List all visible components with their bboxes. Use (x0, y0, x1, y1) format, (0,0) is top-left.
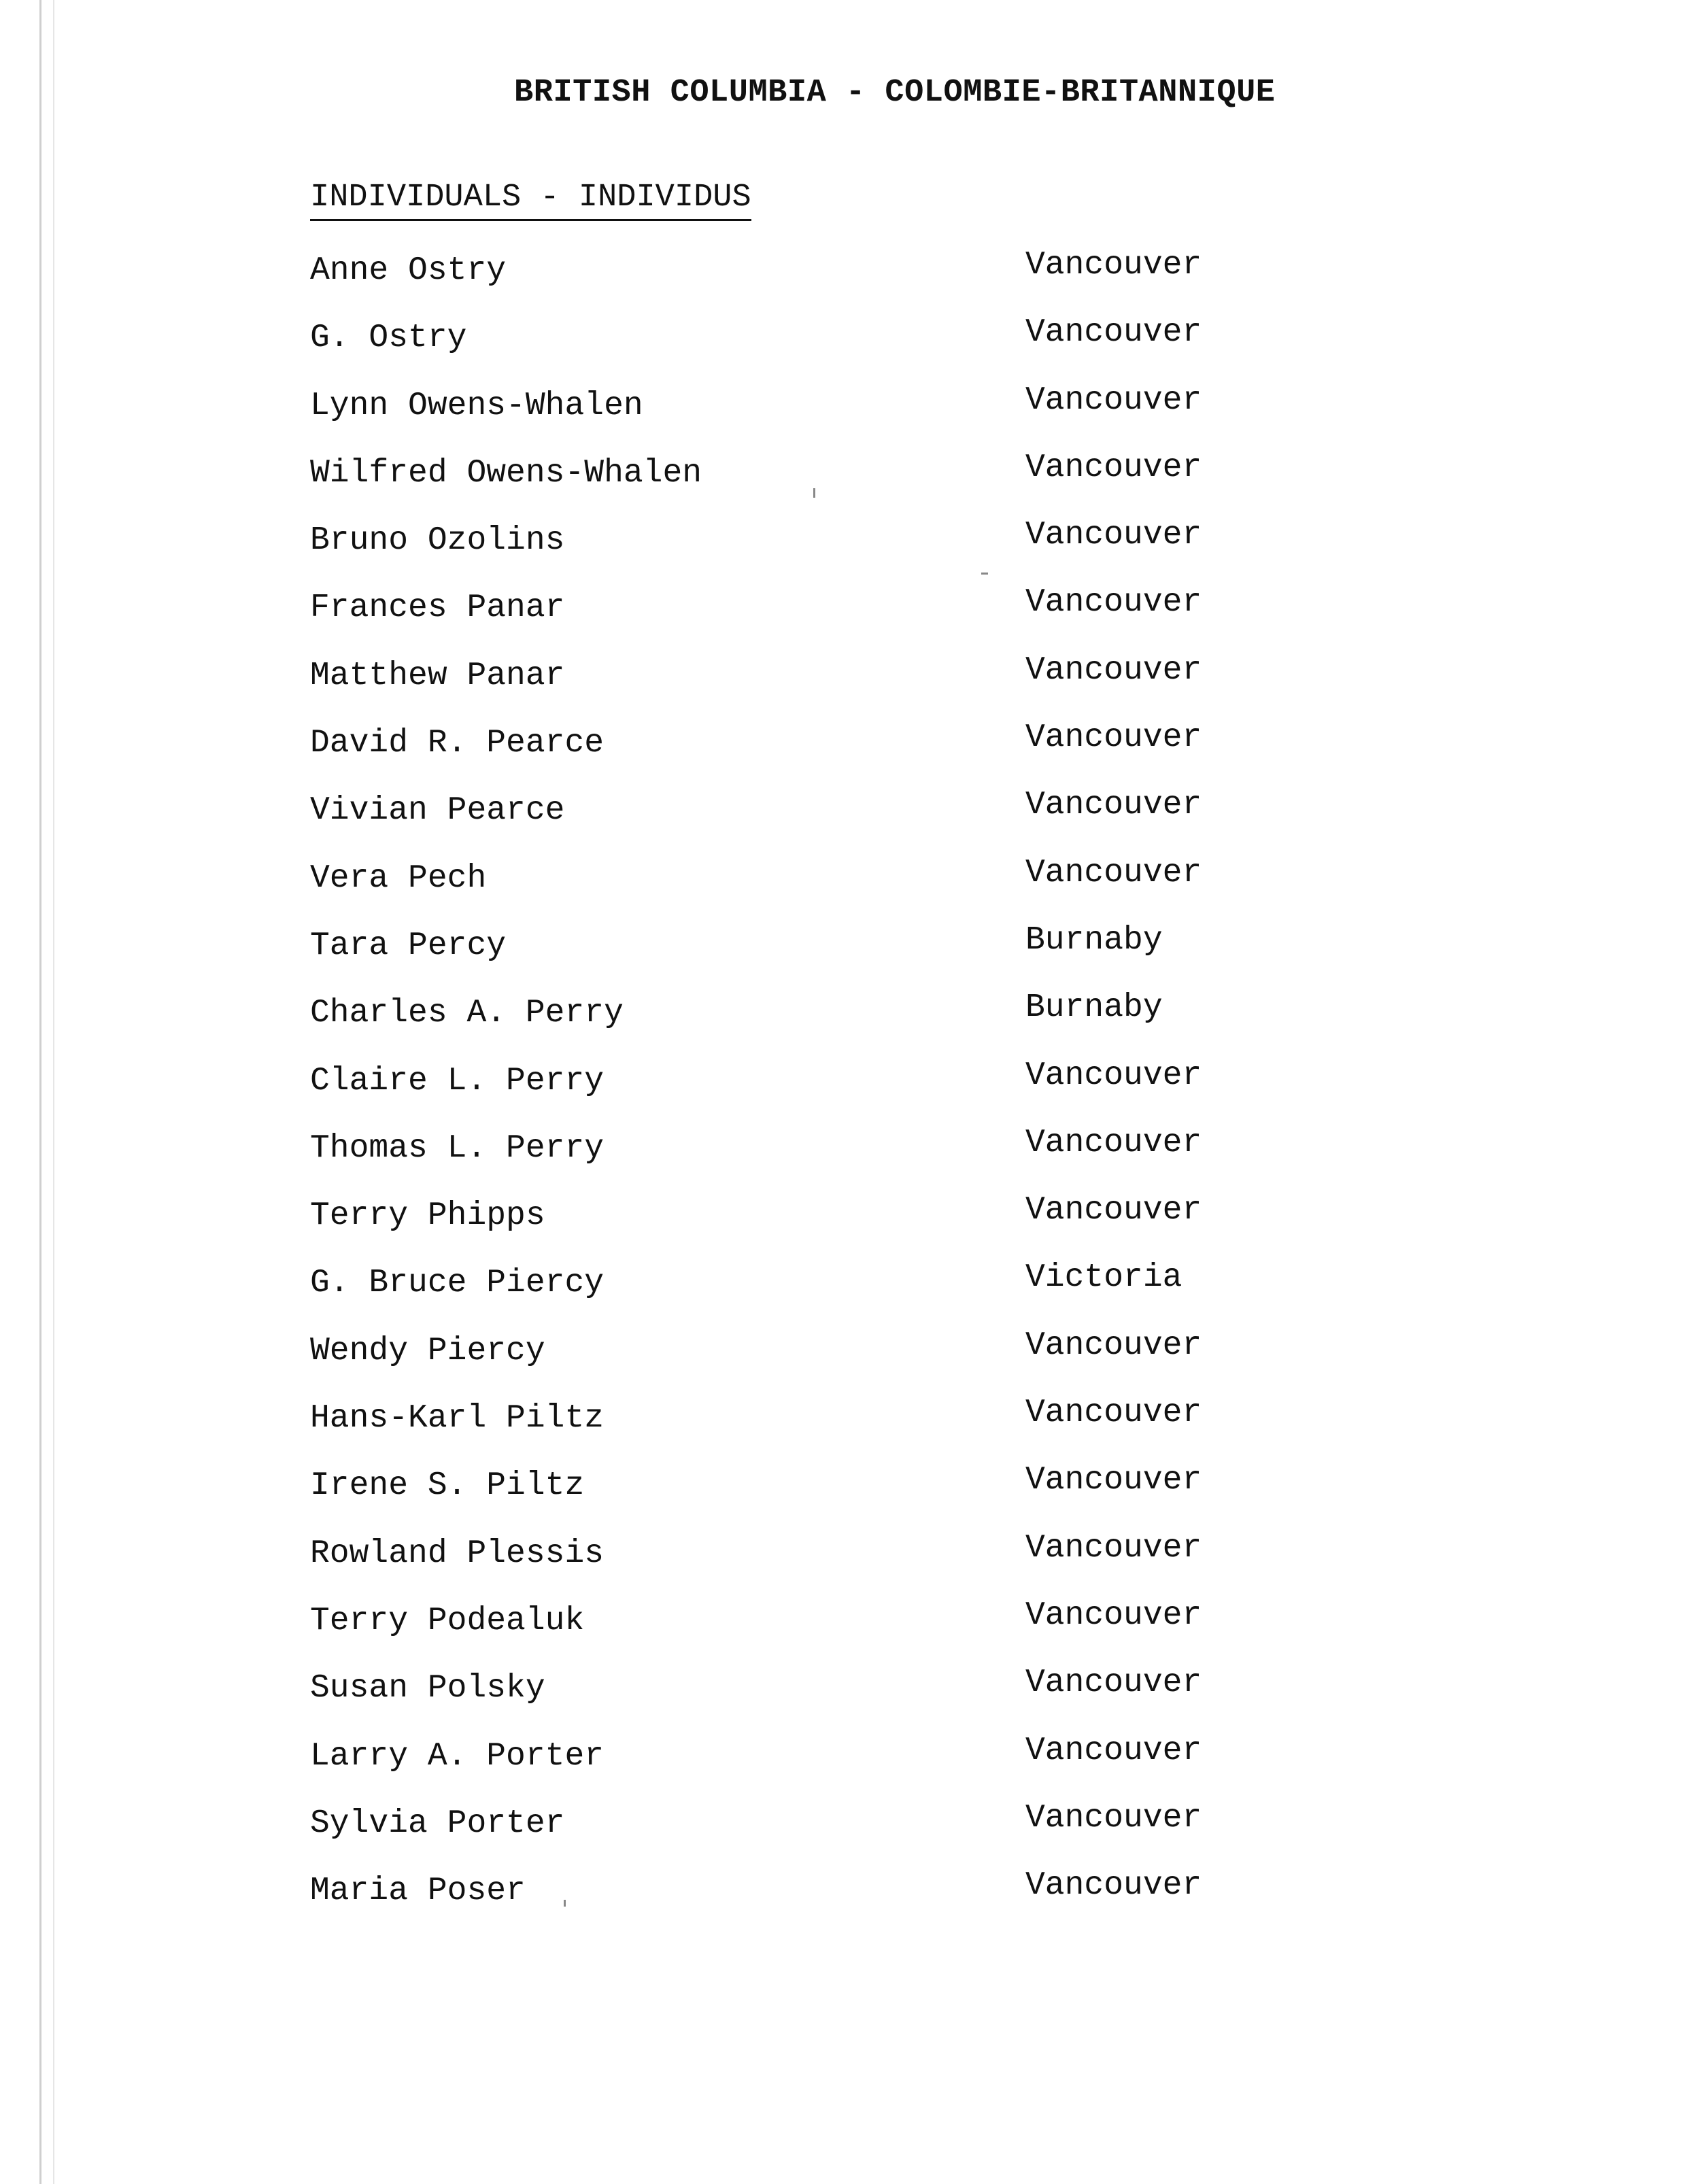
person-city: Vancouver (1025, 314, 1202, 352)
person-city: Vancouver (1025, 449, 1202, 486)
person-name: Tara Percy (310, 927, 507, 964)
section-heading: INDIVIDUALS - INDIVIDUS (310, 178, 751, 221)
person-name: G. Ostry (310, 320, 467, 357)
list-item (310, 853, 1296, 920)
person-city: Vancouver (1025, 1124, 1202, 1161)
individuals-list (310, 245, 1296, 1932)
list-item (310, 1595, 1296, 1662)
page-title: BRITISH COLUMBIA - COLOMBIE-BRITANNIQUE (514, 75, 1276, 111)
person-name: Hans-Karl Piltz (310, 1400, 605, 1437)
list-item (310, 717, 1296, 785)
list-item (310, 245, 1296, 312)
scan-speck (981, 573, 988, 575)
person-city: Vancouver (1025, 247, 1202, 284)
person-name: Sylvia Porter (310, 1805, 565, 1842)
list-item (310, 515, 1296, 582)
person-name: G. Bruce Piercy (310, 1265, 605, 1302)
person-city: Vancouver (1025, 1529, 1202, 1567)
scan-speck (813, 488, 815, 498)
list-item (310, 312, 1296, 379)
list-item (310, 987, 1296, 1055)
person-city: Vancouver (1025, 381, 1202, 419)
person-city: Vancouver (1025, 854, 1202, 891)
list-item (310, 1865, 1296, 1932)
person-name: Lynn Owens-Whalen (310, 387, 643, 424)
person-city: Vancouver (1025, 1799, 1202, 1837)
list-item (310, 1460, 1296, 1527)
person-city: Victoria (1025, 1259, 1182, 1297)
person-city: Vancouver (1025, 1395, 1202, 1432)
list-item (310, 1528, 1296, 1595)
scan-speck (564, 1900, 566, 1907)
list-item (310, 1190, 1296, 1257)
person-name: Charles A. Perry (310, 995, 624, 1032)
person-city: Vancouver (1025, 1057, 1202, 1094)
list-item (310, 1325, 1296, 1393)
person-name: Claire L. Perry (310, 1062, 605, 1099)
person-city: Vancouver (1025, 651, 1202, 689)
person-name: Terry Podealuk (310, 1602, 585, 1639)
person-name: Larry A. Porter (310, 1737, 605, 1775)
list-item (310, 582, 1296, 649)
list-item (310, 1393, 1296, 1460)
person-city: Vancouver (1025, 517, 1202, 554)
list-item (310, 1257, 1296, 1325)
list-item (310, 1055, 1296, 1123)
person-city: Vancouver (1025, 1327, 1202, 1364)
person-name: Wilfred Owens-Whalen (310, 454, 702, 492)
page-edge-shadow (53, 0, 54, 2184)
person-name: Vivian Pearce (310, 792, 565, 830)
person-city: Vancouver (1025, 1665, 1202, 1702)
list-item (310, 1123, 1296, 1190)
person-name: Matthew Panar (310, 657, 565, 694)
person-name: Anne Ostry (310, 252, 507, 289)
person-city: Vancouver (1025, 719, 1202, 757)
person-name: Vera Pech (310, 859, 487, 897)
person-city: Vancouver (1025, 1597, 1202, 1634)
person-name: Wendy Piercy (310, 1332, 545, 1369)
person-name: Susan Polsky (310, 1670, 545, 1707)
person-city: Vancouver (1025, 1732, 1202, 1769)
person-name: Maria Poser (310, 1873, 526, 1910)
person-name: Thomas L. Perry (310, 1129, 605, 1167)
list-item (310, 650, 1296, 717)
list-item (310, 785, 1296, 852)
list-item (310, 447, 1296, 515)
person-name: Frances Panar (310, 590, 565, 627)
person-city: Burnaby (1025, 989, 1163, 1027)
list-item (310, 380, 1296, 447)
list-item (310, 920, 1296, 987)
person-city: Vancouver (1025, 787, 1202, 824)
person-city: Vancouver (1025, 1192, 1202, 1229)
person-name: Bruno Ozolins (310, 522, 565, 560)
list-item (310, 1798, 1296, 1865)
person-city: Vancouver (1025, 1462, 1202, 1499)
person-name: Terry Phipps (310, 1197, 545, 1235)
person-city: Burnaby (1025, 921, 1163, 959)
list-item (310, 1662, 1296, 1730)
person-name: David R. Pearce (310, 725, 605, 762)
person-name: Rowland Plessis (310, 1535, 605, 1572)
person-name: Irene S. Piltz (310, 1467, 585, 1505)
page-edge-line (39, 0, 41, 2184)
person-city: Vancouver (1025, 1867, 1202, 1905)
person-city: Vancouver (1025, 584, 1202, 621)
list-item (310, 1730, 1296, 1798)
